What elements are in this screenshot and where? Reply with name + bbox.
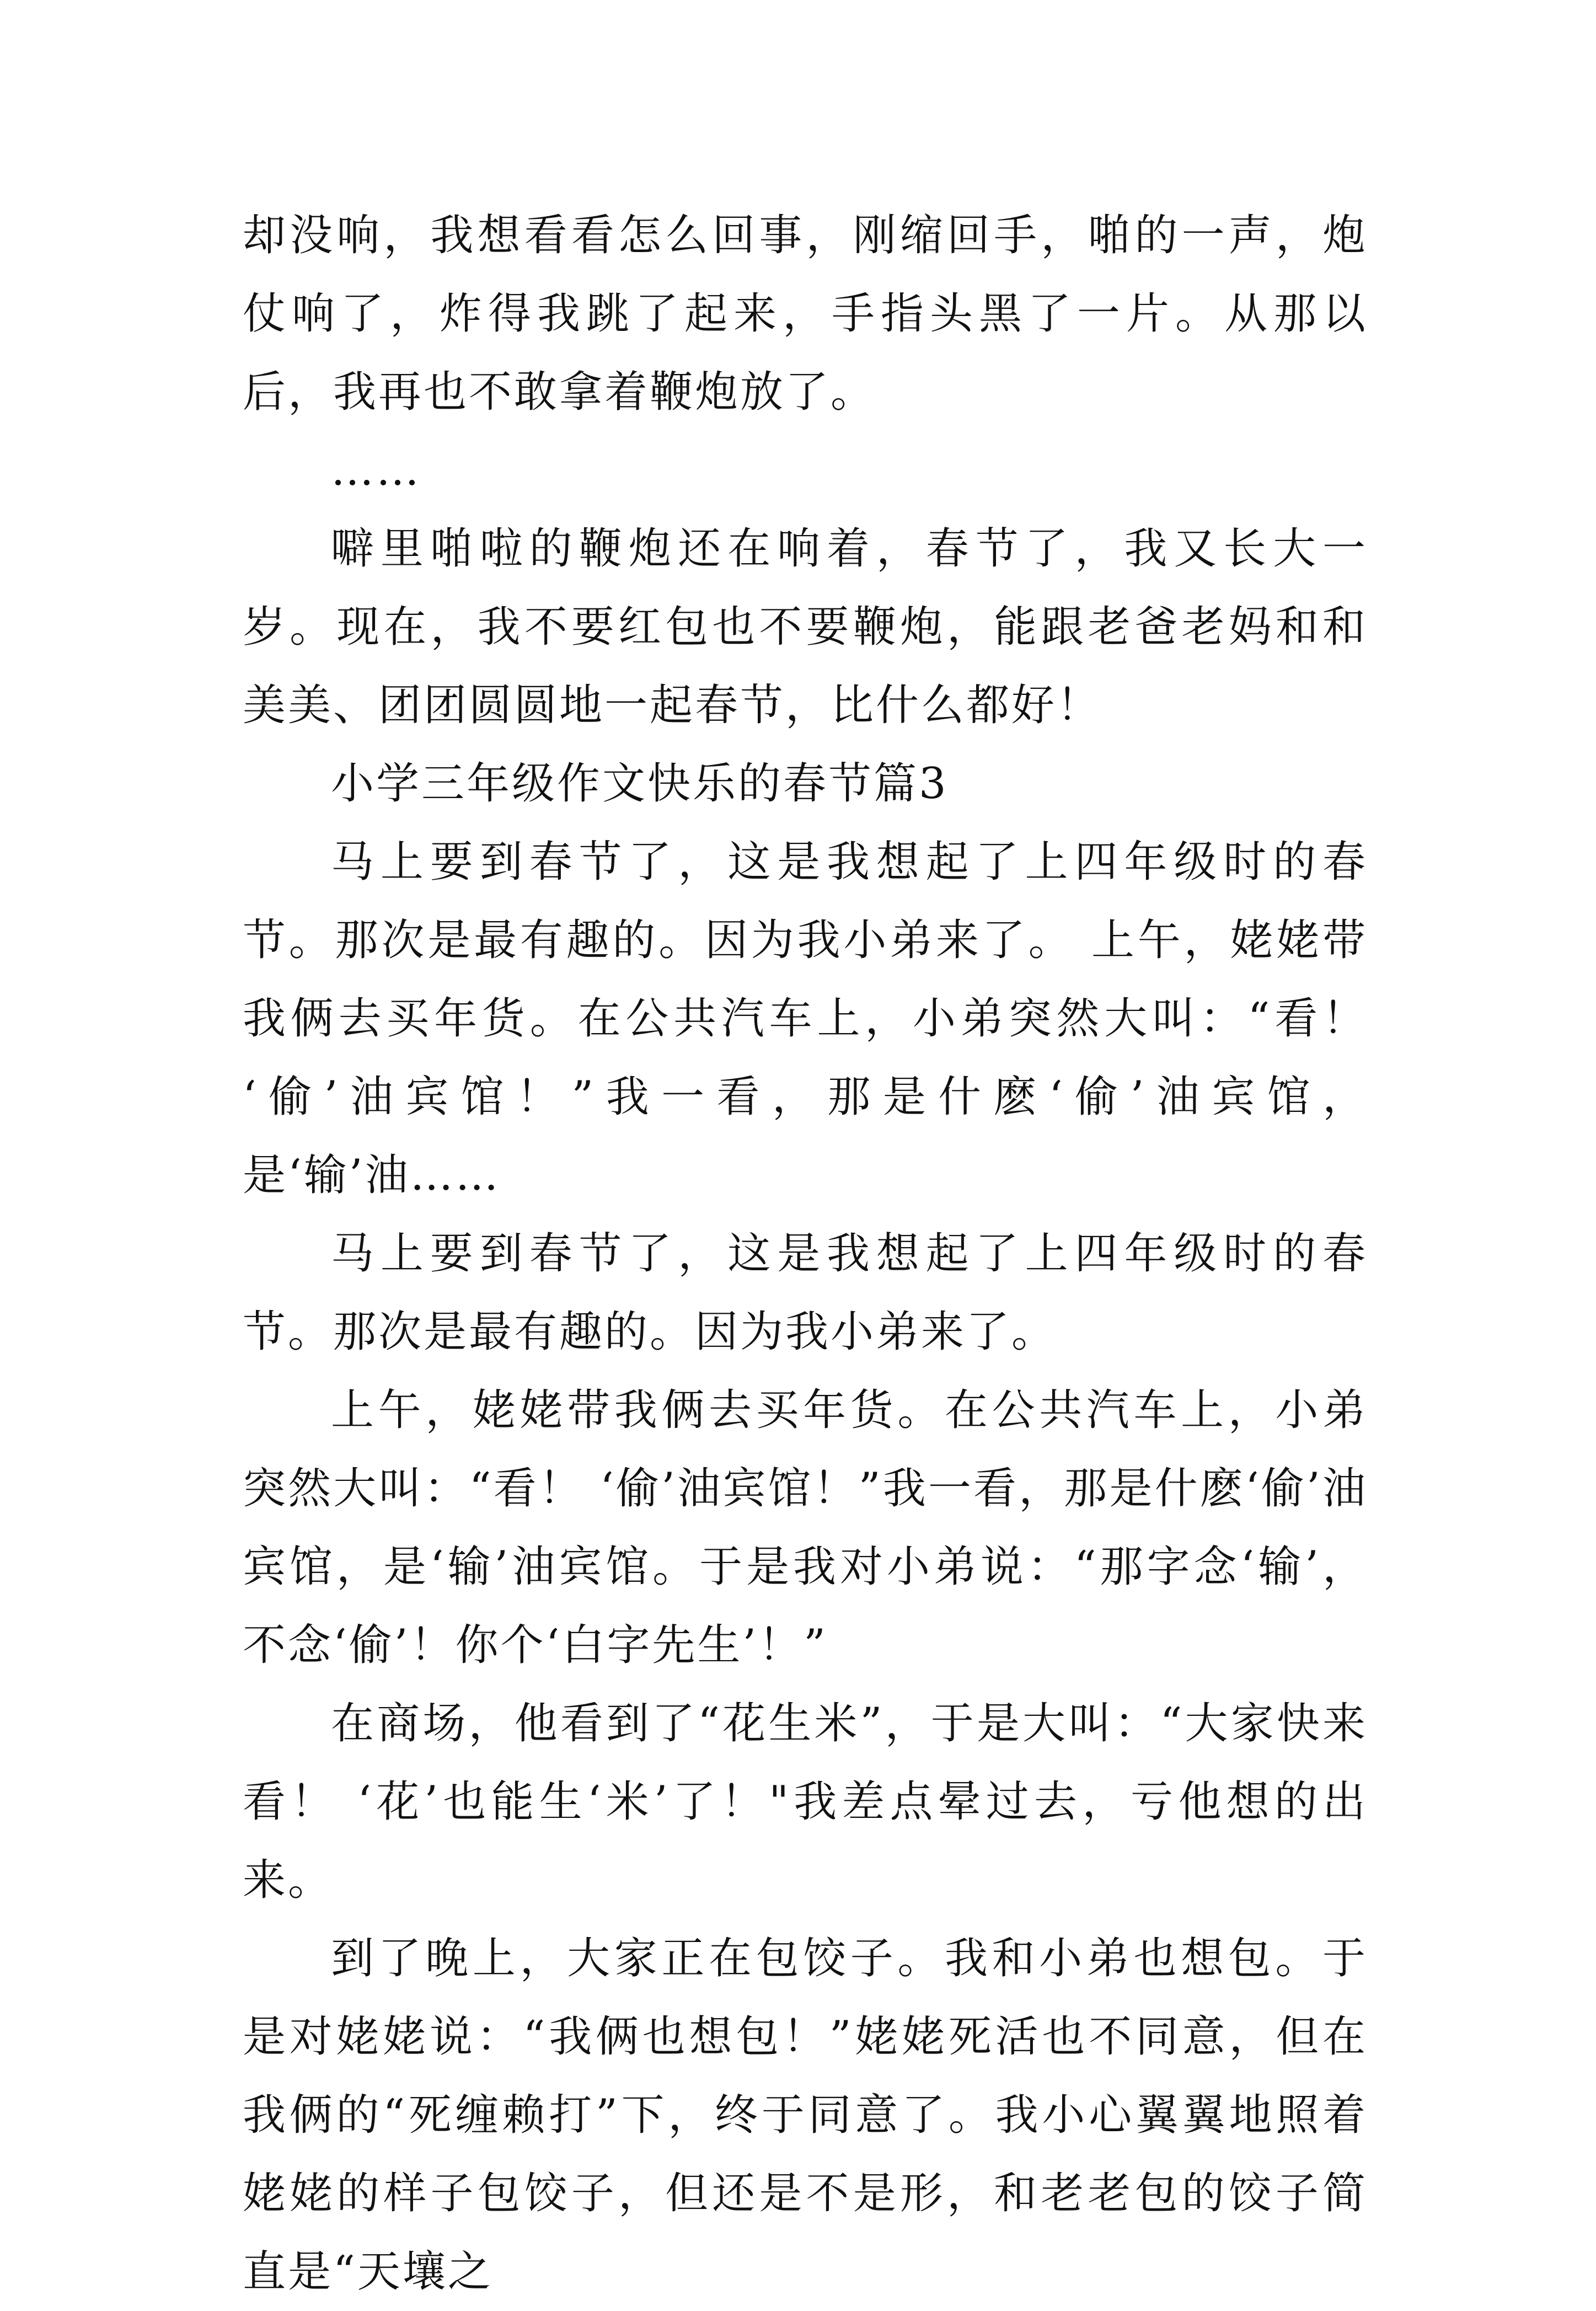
paragraph-intro: 马上要到春节了，这是我想起了上四年级时的春节。那次是最有趣的。因为我小弟来了。 — [243, 1229, 1368, 1357]
paragraph-dumplings: 到了晚上，大家正在包饺子。我和小弟也想包。于是对姥姥说：“我俩也想包！”姥姥死活也不同意，但在我俩的“死缠赖打”下，终于同意了。我小心翼翼地照着姥姥的样子包饺子，但还是不是形，和老老包的饺子简直是“天壤之 — [243, 1934, 1368, 2297]
paragraph-continuation: 却没响，我想看看怎么回事，刚缩回手，啪的一声，炮仗响了，炸得我跳了起来，手指头黑了一片。从那以后，我再也不敢拿着鞭炮放了。 — [243, 211, 1368, 417]
paragraph-summary: 马上要到春节了，这是我想起了上四年级时的春节。那次是最有趣的。因为我小弟来了。 上午，姥姥带我俩去买年货。在公共汽车上，小弟突然大叫：“看！ ‘偷’油宾馆！”我一看，那是什麽‘偷’油宾馆，是‘输’油…… — [243, 837, 1368, 1200]
paragraph-bus: 上午，姥姥带我俩去买年货。在公共汽车上，小弟突然大叫：“看！ ‘偷’油宾馆！”我一看，那是什麽‘偷’油宾馆，是‘输’油宾馆。于是我对小弟说：“那字念‘输’，不念‘偷’！你个‘白字先生’！” — [243, 1385, 1368, 1670]
document-body — [243, 196, 1368, 2311]
paragraph-ellipsis: …… — [331, 446, 421, 495]
paragraph-mall: 在商场，他看到了“花生米”，于是大叫：“大家快来看！ ‘花’也能生‘米’了！"我差点晕过去，亏他想的出来。 — [243, 1699, 1368, 1905]
paragraph-conclusion: 噼里啪啦的鞭炮还在响着，春节了，我又长大一岁。现在，我不要红包也不要鞭炮，能跟老爸老妈和和美美、团团圆圆地一起春节，比什么都好！ — [243, 524, 1368, 730]
section-heading: 小学三年级作文快乐的春节篇3 — [331, 759, 949, 809]
